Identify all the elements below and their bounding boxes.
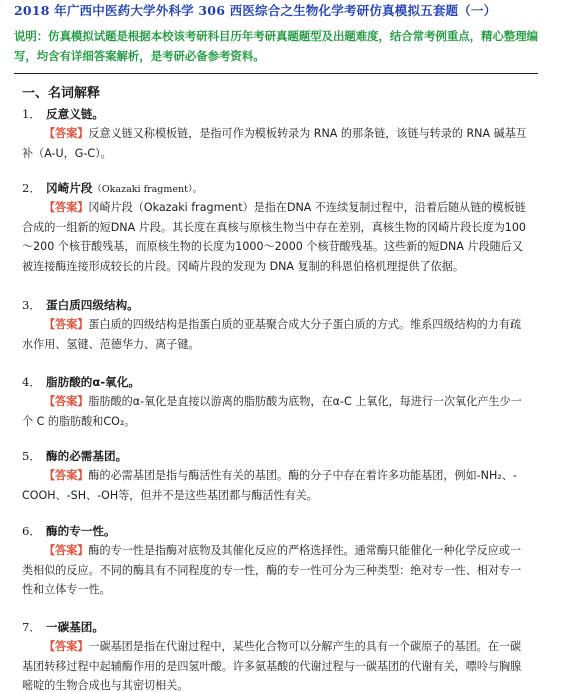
answer-tag: 【答案】 bbox=[44, 127, 89, 140]
question-number: 6． bbox=[22, 524, 41, 538]
question-3 bbox=[22, 297, 139, 313]
question-term: 酶的必需基团。 bbox=[46, 449, 128, 463]
question-number: 5． bbox=[22, 449, 41, 463]
answer-tag: 【答案】 bbox=[44, 201, 89, 214]
answer-2 bbox=[22, 198, 530, 276]
answer-5 bbox=[22, 466, 530, 505]
question-number: 2． bbox=[22, 181, 41, 195]
question-term: 一碳基团。 bbox=[46, 620, 104, 634]
question-number: 4． bbox=[22, 375, 41, 389]
question-term: 蛋白质四级结构。 bbox=[46, 298, 139, 312]
answer-text: 蛋白质的四级结构是指蛋白质的亚基聚合成大分子蛋白质的方式。维系四级结构的力有疏水作用、氢键、范德华力、离子键。 bbox=[22, 318, 522, 351]
answer-tag: 【答案】 bbox=[44, 544, 89, 557]
answer-3 bbox=[22, 315, 530, 354]
answer-text: 反意义链又称模板链，是指可作为模板转录为 RNA 的那条链，该链与转录的 RNA 碱基互补（A-U，G-C）。 bbox=[22, 127, 527, 160]
answer-4 bbox=[22, 392, 530, 431]
question-term-latin: （Okazaki fragment）。 bbox=[92, 184, 203, 195]
answer-tag: 【答案】 bbox=[44, 395, 89, 408]
question-number: 7． bbox=[22, 620, 41, 634]
answer-tag: 【答案】 bbox=[44, 469, 89, 482]
question-number: 1． bbox=[22, 107, 41, 121]
answer-text: 酶的专一性是指酶对底物及其催化反应的严格选择性。通常酶只能催化一种化学反应或一类相似的反应。不同的酶具有不同程度的专一性，酶的专一性可分为三种类型：绝对专一性、相对专一性和立体专一性。 bbox=[22, 544, 522, 597]
description-note: 说明：仿真模拟试题是根据本校该考研科目历年考研真题题型及出题难度，结合常考例重点，精心整理编写，均含有详细答案解析，是考研必备参考资料。 bbox=[14, 29, 538, 63]
answer-1 bbox=[22, 124, 530, 163]
question-term: 酶的专一性。 bbox=[46, 524, 116, 538]
section-title: 一、名词解释 bbox=[22, 86, 101, 101]
question-1 bbox=[22, 106, 104, 122]
answer-text: 酶的必需基团是指与酶活性有关的基团。酶的分子中存在着许多功能基团，例如-NH₂、-COOH、-SH、-OH等，但并不是这些基团都与酶活性有关。 bbox=[22, 469, 517, 502]
question-number: 3． bbox=[22, 298, 41, 312]
question-7 bbox=[22, 619, 104, 635]
answer-6 bbox=[22, 541, 530, 600]
question-5 bbox=[22, 448, 127, 464]
question-term: 脂肪酸的α-氧化。 bbox=[46, 375, 140, 389]
question-term: 冈崎片段 bbox=[46, 181, 93, 195]
question-2 bbox=[22, 180, 202, 196]
divider-line bbox=[14, 73, 538, 74]
page-title: 2018 年广西中医药大学外科学 306 西医综合之生物化学考研仿真模拟五套题（一） bbox=[14, 3, 497, 18]
answer-text: 冈崎片段（Okazaki fragment）是指在DNA 不连续复制过程中，沿着后随从链的模板链合成的一组新的短DNA 片段。其长度在真核与原核生物当中存在差别，真核生物的冈崎片段长度为100～200 个核苷酸残基，而原核生物的长度为1000～2000 个核苷酸残基。这些新的短DNA 片段随后又被连接酶连接形成较长的片段。冈崎片段的发现为 DNA 复制的科恩伯格机理提供了依据。 bbox=[22, 201, 526, 273]
answer-tag: 【答案】 bbox=[44, 318, 89, 331]
question-4 bbox=[22, 374, 140, 390]
question-term: 反意义链。 bbox=[46, 107, 104, 121]
answer-text: 脂肪酸的α-氧化是直接以游离的脂肪酸为底物，在α-C 上氧化，每进行一次氧化产生少一个 C 的脂肪酸和CO₂。 bbox=[22, 395, 522, 428]
answer-text: 一碳基团是指在代谢过程中，某些化合物可以分解产生的具有一个碳原子的基团。在一碳基团转移过程中起辅酶作用的是四氢叶酸。许多氨基酸的代谢过程与一碳基团的代谢有关，嘌呤与胸腺嘧啶的生物合成也与其密切相关。 bbox=[22, 640, 522, 692]
answer-7 bbox=[22, 637, 530, 692]
question-6 bbox=[22, 523, 116, 539]
answer-tag: 【答案】 bbox=[44, 640, 89, 653]
